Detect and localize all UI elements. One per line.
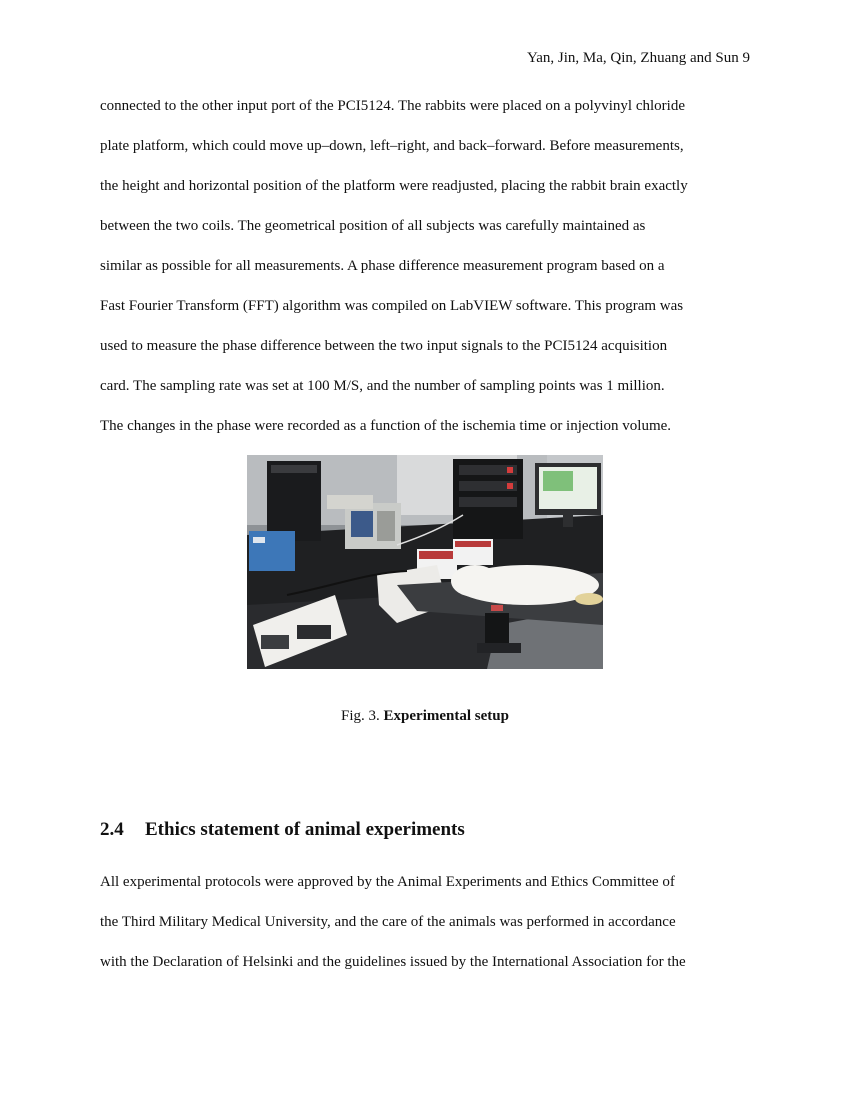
running-head: Yan, Jin, Ma, Qin, Zhuang and Sun 9: [526, 50, 750, 66]
text-line: between the two coils. The geometrical position of all subjects was carefully maintained as: [100, 217, 646, 234]
figure-title: Experimental setup: [383, 708, 509, 724]
figure-label: Fig. 3.: [341, 708, 380, 724]
body-paragraph-methods: [100, 86, 750, 447]
body-paragraph-ethics: [100, 862, 750, 982]
text-line: similar as possible for all measurements. A phase difference measurement program based on a: [100, 257, 665, 274]
section-heading: [100, 818, 465, 842]
text-line: used to measure the phase difference between the two input signals to the PCI5124 acquisition: [100, 338, 668, 355]
text-line: connected to the other input port of the PCI5124. The rabbits were placed on a polyvinyl chloride: [100, 97, 685, 114]
text-line: The changes in the phase were recorded as a function of the ischemia time or injection volume.: [100, 418, 672, 435]
text-line: All experimental protocols were approved by the Animal Experiments and Ethics Committee of: [100, 873, 675, 890]
text-line: Fast Fourier Transform (FFT) algorithm was compiled on LabVIEW software. This program was: [100, 297, 684, 314]
figure-caption: [0, 705, 850, 727]
text-line: card. The sampling rate was set at 100 M/S, and the number of sampling points was 1 million.: [100, 378, 665, 395]
text-line: the Third Military Medical University, and the care of the animals was performed in accordance: [100, 913, 676, 930]
experimental-setup-photo: [247, 455, 603, 669]
text-line: with the Declaration of Helsinki and the guidelines issued by the International Association for the: [100, 953, 686, 970]
text-line: the height and horizontal position of the platform were readjusted, placing the rabbit brain exactly: [100, 177, 688, 194]
text-line: plate platform, which could move up–down, left–right, and back–forward. Before measurements,: [100, 137, 684, 154]
section-title: Ethics statement of animal experiments: [145, 819, 465, 840]
section-number: 2.4: [100, 819, 124, 840]
